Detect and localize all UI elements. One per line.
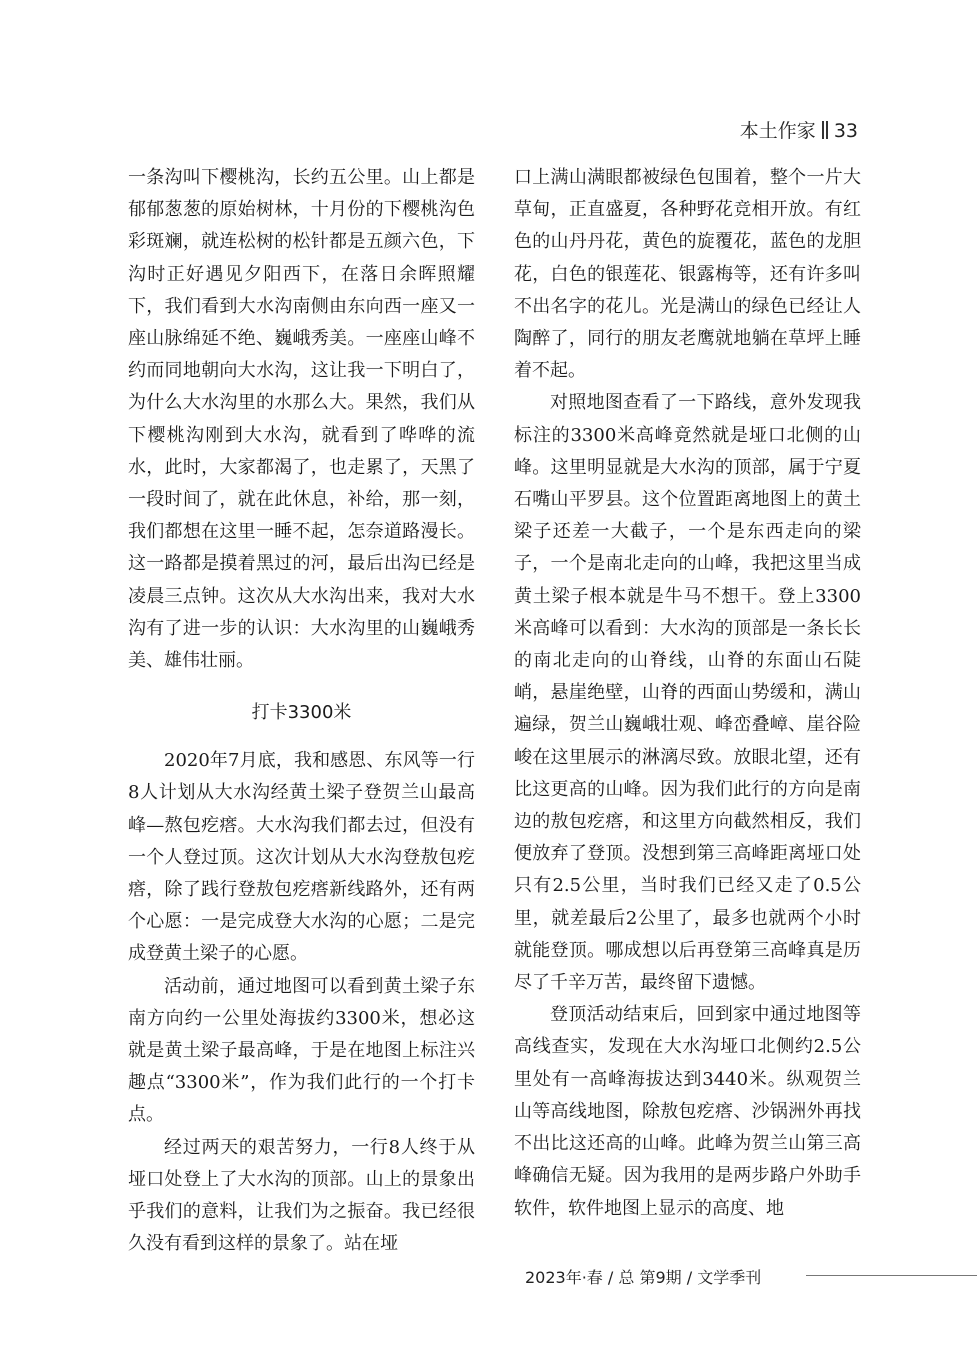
right-column: [514, 162, 861, 1225]
paragraph: 口上满山满眼都被绿色包围着，整个一片大草甸，正直盛夏，各种野花竞相开放。有红色的山丹丹花，黄色的旋覆花，蓝色的龙胆花，白色的银莲花、银露梅等，还有许多叫不出名字的花儿。光是满山的绿色已经让人陶醉了，同行的朋友老鹰就地躺在草坪上睡着不起。: [514, 167, 861, 382]
paragraph: 登顶活动结束后，回到家中通过地图等高线查实，发现在大水沟垭口北侧约2.5公里处有一高峰海拔达到3440米。纵观贺兰山等高线地图，除敖包疙瘩、沙锅洲外再找不出比这还高的山峰。此峰为贺兰山第三高峰确信无疑。因为我用的是两步路户外助手软件，软件地图上显示的高度、地: [514, 1004, 861, 1219]
paragraph: 活动前，通过地图可以看到黄土梁子东南方向约一公里处海拔约3300米，想必这就是黄土梁子最高峰，于是在地图上标注兴趣点“3300米”，作为我们此行的一个打卡点。: [128, 975, 475, 1126]
section-heading: 打卡3300米: [251, 702, 352, 724]
section-title: 本土作家: [739, 120, 816, 142]
paragraph: 经过两天的艰苦努力，一行8人终于从垭口处登上了大水沟的顶部。山上的景象出乎我们的意料，让我们为之振奋。我已经很久没有看到这样的景象了。站在垭: [128, 1136, 475, 1255]
footer-rule: [806, 1275, 977, 1276]
paragraph: 一条沟叫下樱桃沟，长约五公里。山上都是郁郁葱葱的原始树林，十月份的下樱桃沟色彩斑斓，就连松树的松针都是五颜六色，下沟时正好遇见夕阳西下，在落日余晖照耀下，我们看到大水沟南侧由东向西一座又一座山脉绵延不绝、巍峨秀美。一座座山峰不约而同地朝向大水沟，这让我一下明白了，为什么大水沟里的水那么大。果然，我们从下樱桃沟刚到大水沟，就看到了哗哗的流水，此时，大家都渴了，也走累了，天黑了一段时间了，就在此休息，补给，那一刻，我们都想在这里一睡不起，怎奈道路漫长。这一路都是摸着黑过的河，最后出沟已经是凌晨三点钟。这次从大水沟出来，我对大水沟有了进一步的认识：大水沟里的山巍峨秀美、雄伟壮丽。: [128, 167, 475, 672]
running-header: [740, 116, 858, 143]
paragraph: 2020年7月底，我和感恩、东风等一行8人计划从大水沟经黄土梁子登贺兰山最高峰—熬包疙瘩。大水沟我们都去过，但没有一个人登过顶。这次计划从大水沟登敖包疙瘩，除了践行登敖包疙瘩新线路外，还有两个心愿：一是完成登大水沟的心愿；二是完成登黄土梁子的心愿。: [128, 750, 475, 965]
footer-issue-info: 2023年·春 / 总 第9期 / 文学季刊: [525, 1268, 762, 1287]
left-column: [128, 162, 475, 1261]
paragraph: 对照地图查看了一下路线，意外发现我标注的3300米高峰竟然就是垭口北侧的山峰。这里明显就是大水沟的顶部，属于宁夏石嘴山平罗县。这个位置距离地图上的黄土梁子还差一大截子，一个是东西走向的梁子，一个是南北走向的山峰，我把这里当成黄土梁子根本就是牛马不想干。登上3300米高峰可以看到：大水沟的顶部是一条长长的南北走向的山脊线，山脊的东面山石陡峭，悬崖绝壁，山脊的西面山势缓和，满山遍绿，贺兰山巍峨壮观、峰峦叠嶂、崖谷险峻在这里展示的淋漓尽致。放眼北望，还有比这更高的山峰。因为我们此行的方向是南边的敖包疙瘩，和这里方向截然相反，我们便放弃了登顶。没想到第三高峰距离垭口处只有2.5公里，当时我们已经又走了0.5公里，就差最后2公里了，最多也就两个小时就能登顶。哪成想以后再登第三高峰真是历尽了千辛万苦，最终留下遗憾。: [514, 392, 861, 994]
page-number: 33: [833, 120, 858, 142]
header-divider: [822, 121, 824, 139]
